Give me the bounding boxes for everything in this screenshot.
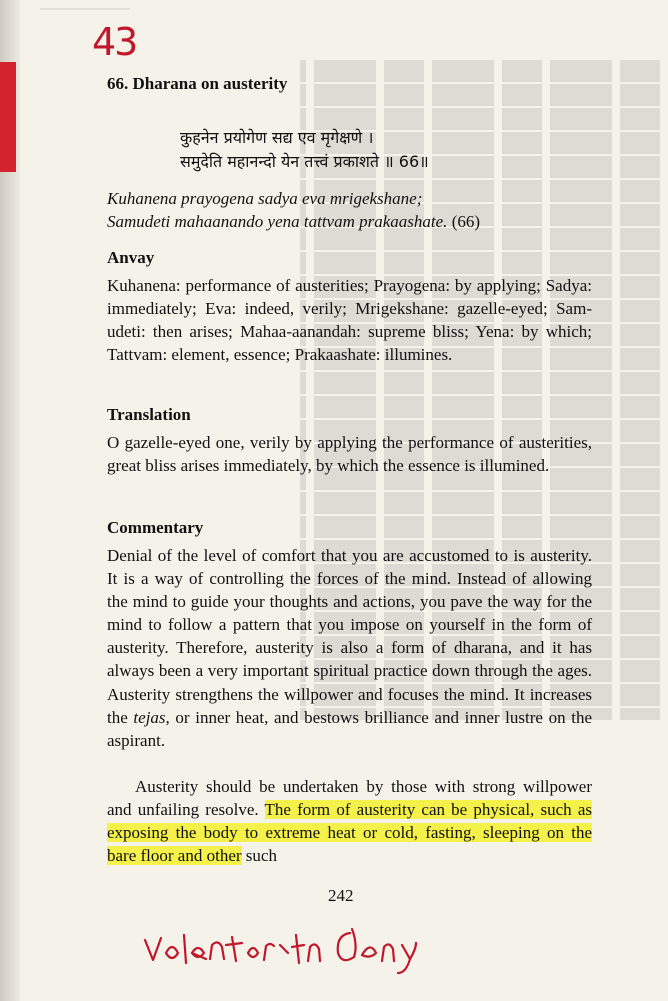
commentary-paragraph-2: Austerity should be undertaken by those with strong willpower and unfailing resolve. The form of austerity can be physical, such as exposing the body to extreme heat or cold, fasting, sleeping on the bare floor and other such — [107, 777, 592, 866]
highlighted-passage: The form of austerity can be physical, such as exposing the body to extreme heat or cold, fasting, sleeping on the bare floor and other — [107, 800, 592, 866]
translit-line-1: Kuhanena prayogena sadya eva mrigekshane; — [107, 189, 423, 208]
anvay-heading: Anvay — [107, 248, 155, 267]
translit-line-2: Samudeti mahaanando yena tattvam prakaashate. — [107, 212, 448, 231]
page-number: 242 — [328, 886, 354, 905]
translation-heading: Translation — [107, 405, 191, 424]
red-ribbon-marker — [0, 62, 16, 172]
section-heading: 66. Dharana on austerity — [107, 74, 288, 93]
anvay-text: Kuhanena: performance of austerities; Prayogena: by applying; Sadya: immediately; Eva: indeed, verily; Mrigekshane: gazelle-eyed; Sam-udeti: then arises; Mahaa-aanandah: supreme bliss; Yena: by which; Tattvam: element, essence; Prakaashate: illumines. — [107, 276, 592, 365]
commentary-heading: Commentary — [107, 518, 204, 537]
emphasis-tejas: tejas, — [133, 707, 170, 727]
sanskrit-verse — [180, 126, 429, 174]
handwritten-note — [140, 915, 440, 975]
verse-number: (66) — [451, 212, 481, 231]
handwritten-page-number: 43 — [92, 20, 137, 64]
transliteration — [107, 187, 480, 233]
sanskrit-line-1: कुहनेन प्रयोगेण सद्य एव मृगेक्षणे । — [180, 128, 374, 147]
translation-text: O gazelle-eyed one, verily by applying the performance of austerities, great bliss arises immediately, by which the essence is illumined. — [107, 433, 592, 476]
sanskrit-line-2: समुदेति महानन्दो येन तत्त्वं प्रकाशते ॥ 66॥ — [180, 152, 429, 171]
commentary-paragraph-1: Denial of the level of comfort that you are accustomed to is austerity. It is a way of controlling the forces of the mind. Instead of allowing the mind to guide your thoughts and actions, you pave the way for the mind to follow a pattern that you impose on yourself in the form of austerity. Therefore, austerity is also a form of dharana, and it has always been a very important spiritual practice down through the ages. Austerity strengthens the willpower and focuses the mind. It increases the tejas, or inner heat, and bestows brilliance and inner lustre on the aspirant. — [107, 546, 592, 750]
